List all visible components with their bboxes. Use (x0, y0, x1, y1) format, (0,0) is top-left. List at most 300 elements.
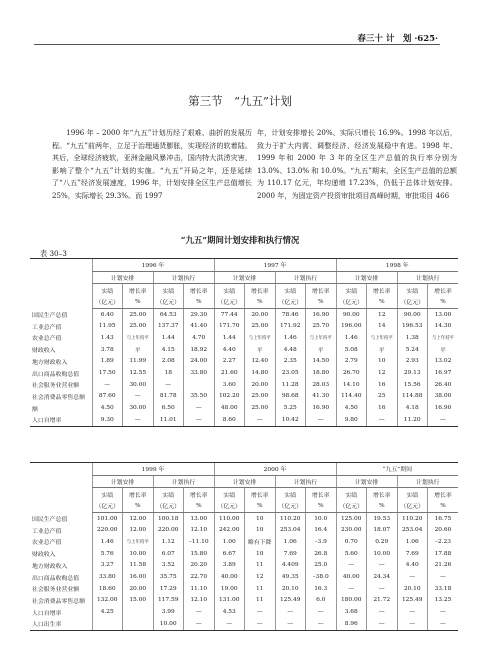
table-cell: 1.06 (275, 536, 306, 548)
row-label: 人口自增率 (30, 414, 92, 426)
row-label: 地方财政收入 (32, 359, 68, 366)
table-cell: 100.18 (153, 512, 184, 524)
table-cell: 4.25 (92, 606, 123, 618)
table-cell: 33.80 (92, 571, 123, 583)
unit-header: （亿元） (214, 296, 245, 308)
table-cell: — (275, 618, 306, 630)
table-cell: — (123, 414, 154, 426)
table-row (30, 402, 458, 414)
table-cell: 5.24 (397, 344, 428, 356)
table-cell: 5.25 (275, 402, 306, 414)
table-cell: 4.50 (92, 402, 123, 414)
table-cell: 18.80 (306, 367, 337, 379)
table-cell: — (397, 618, 428, 630)
table-cell: 16.75 (428, 512, 459, 524)
table-cell: 110.00 (214, 512, 245, 524)
table-cell: 1.12 (153, 536, 184, 548)
table-cell: — (184, 402, 215, 414)
table-cell: 2.08 (153, 356, 184, 368)
unit-header: （亿元） (275, 296, 306, 308)
running-header: 春三十 计 划 ·625· (357, 34, 438, 44)
table-cell (123, 618, 154, 630)
table-cell: — (184, 618, 215, 630)
table-cell: 25.00 (245, 391, 276, 403)
table-cell: 90.00 (336, 308, 367, 320)
table-cell: 114.88 (397, 391, 428, 403)
table-row (30, 344, 458, 356)
table-cell (92, 618, 123, 630)
table-cell: 11.01 (153, 414, 184, 426)
row-label: 国民生产总值 (32, 312, 68, 319)
table-cell: — (123, 391, 154, 403)
table-cell: 110.20 (275, 512, 306, 524)
table-row (30, 512, 458, 524)
table-cell: 253.04 (397, 524, 428, 536)
table-cell: 29.30 (184, 308, 215, 320)
sub-header: 增长率 (184, 488, 215, 500)
sub-header: 实绩 (397, 284, 428, 296)
table-cell: 与上年持平 (123, 332, 154, 344)
table-cell: 11.58 (123, 560, 154, 572)
table-cell: — (428, 606, 459, 618)
table-cell: 13.25 (428, 595, 459, 607)
sub-header: 增长率 (306, 284, 337, 296)
intro-paragraph-left: 1996 年 – 2000 年“九五”计划历经了艰难、曲折的发展历程。“九五”前两年，立足于治理通货膨胀，实现经济的软着陆。其后，全球经济疲软，亚洲金融风暴冲击，国内特大洪涝灾害，影响了整个“九五”计划的实施。“九五”开局之年，还是延续了“八五”经济发展速度，1996 年，计划安排全区生产总值增长 25%，实际增长 29.3%。而 1997 (52, 128, 252, 200)
table-cell: 220.00 (92, 524, 123, 536)
table-cell: 1.44 (153, 332, 184, 344)
table-cell: — (245, 606, 276, 618)
table-cell: 15.00 (123, 595, 154, 607)
unit-header: % (367, 296, 398, 308)
year-header: “九五”期间 (336, 463, 458, 476)
table-cell: 10 (245, 512, 276, 524)
table-cell: 10 (245, 548, 276, 560)
table-cell: 20.20 (184, 560, 215, 572)
table-cell: 16.90 (306, 402, 337, 414)
table-cell: 12.55 (123, 367, 154, 379)
table-cell: 20.10 (275, 583, 306, 595)
row-label: 工业总产值 (32, 324, 62, 331)
table-row (30, 367, 458, 379)
table-cell: 11 (245, 595, 276, 607)
table-cell: 与上年持平 (123, 536, 154, 548)
table-cell: 11.10 (184, 583, 215, 595)
row-label: 出口商品收购总值 (32, 371, 80, 378)
table-cell: 35.75 (153, 571, 184, 583)
section-title: 第三节 “九五”计划 (188, 94, 292, 108)
table-cell: 4.70 (184, 332, 215, 344)
table-row (30, 356, 458, 368)
unit-header: （亿元） (397, 500, 428, 512)
table-cell: 1.89 (92, 356, 123, 368)
table-cell: 16.3 (306, 583, 337, 595)
table-cell: 4.18 (397, 402, 428, 414)
year-header: 1997 年 (214, 259, 336, 272)
table-cell: — (367, 583, 398, 595)
table-cell: 12.00 (123, 512, 154, 524)
table-cell: 15.80 (184, 548, 215, 560)
table-row (30, 560, 458, 572)
table-row (30, 524, 458, 536)
table-cell: 21.26 (428, 560, 459, 572)
table-cell: 14.80 (245, 367, 276, 379)
table-cell: –11.10 (184, 536, 215, 548)
table-cell: 与上年持平 (306, 332, 337, 344)
table-cell: 132.00 (92, 595, 123, 607)
table-row (30, 379, 458, 391)
table-cell: 1.44 (214, 332, 245, 344)
row-label: 人口自增率 (32, 610, 62, 617)
table-cell: 242.00 (214, 524, 245, 536)
table-cell: — (306, 414, 337, 426)
unit-header: （亿元） (153, 296, 184, 308)
table-cell: 26.70 (336, 367, 367, 379)
unit-header: （亿元） (397, 296, 428, 308)
table-cell: 6.0 (306, 595, 337, 607)
table-cell: 与上年持平 (428, 332, 459, 344)
table-cell: 3.27 (92, 560, 123, 572)
table-cell: 137.37 (153, 320, 184, 332)
group-header: 计划安排 (214, 475, 275, 488)
table-row (30, 548, 458, 560)
table-cell: — (336, 560, 367, 572)
table-cell: — (245, 414, 276, 426)
table-cell: 1.46 (92, 536, 123, 548)
year-header: 1996 年 (92, 259, 214, 272)
table-cell: 33.80 (184, 367, 215, 379)
sub-header: 增长率 (428, 488, 459, 500)
table-cell: 4.53 (214, 606, 245, 618)
table-cell: 17.29 (153, 583, 184, 595)
table-cell: 11.95 (92, 320, 123, 332)
table-cell: — (245, 618, 276, 630)
group-header: 计划执行 (275, 271, 336, 284)
row-label: 出口商品收购总值 (32, 575, 80, 582)
table-cell: 35.50 (184, 391, 215, 403)
table-cell: 11 (245, 560, 276, 572)
sub-header: 增长率 (123, 488, 154, 500)
table-cell: 4.50 (336, 402, 367, 414)
table-cell: 17.50 (92, 367, 123, 379)
table-cell: 4.40 (397, 560, 428, 572)
table-cell: 12.00 (123, 524, 154, 536)
table-cell: 6.67 (214, 548, 245, 560)
table-cell: 14.30 (428, 320, 459, 332)
year-header: 1998 年 (336, 259, 458, 272)
table-cell: — (367, 414, 398, 426)
unit-header: % (184, 296, 215, 308)
unit-header: （亿元） (92, 500, 123, 512)
table-cell: 16.4 (306, 524, 337, 536)
unit-header: % (306, 500, 337, 512)
table-cell: 5.08 (336, 344, 367, 356)
unit-header: % (245, 296, 276, 308)
group-header: 计划安排 (92, 271, 153, 284)
table-title: “九五”期间计划安排和执行情况 (180, 235, 300, 245)
table-cell: — (92, 379, 123, 391)
table-cell: 20.00 (245, 379, 276, 391)
sub-header: 实绩 (214, 488, 245, 500)
table-cell: 10 (367, 356, 398, 368)
row-label: 财政收入 (32, 348, 56, 355)
table-cell: –2.23 (428, 536, 459, 548)
table-cell: 13.00 (184, 512, 215, 524)
table-cell: 9.30 (92, 414, 123, 426)
table-cell: — (153, 379, 184, 391)
table-row (30, 571, 458, 583)
table-cell: 18.07 (367, 524, 398, 536)
intro-column-right (257, 127, 457, 203)
table-cell: 与上年持平 (245, 332, 276, 344)
table-cell: 117.59 (153, 595, 184, 607)
table-cell: 64.53 (153, 308, 184, 320)
table-cell: –38.0 (306, 571, 337, 583)
group-header: 计划安排 (92, 475, 153, 488)
group-header: 计划执行 (153, 475, 214, 488)
group-header: 计划安排 (336, 475, 397, 488)
table-cell: 9.80 (336, 414, 367, 426)
table-cell: — (367, 618, 398, 630)
sub-header: 增长率 (428, 284, 459, 296)
table-cell: 12.10 (184, 524, 215, 536)
table-cell: 10.00 (123, 548, 154, 560)
row-label: 农业总产值 (32, 540, 62, 547)
table-cell: 25.70 (306, 320, 337, 332)
table-cell: 16.97 (428, 367, 459, 379)
table-cell: 5.76 (92, 548, 123, 560)
table-cell: 38.00 (428, 391, 459, 403)
table-cell: 2.93 (397, 356, 428, 368)
table-cell: 16 (367, 379, 398, 391)
table-cell: 4.48 (275, 344, 306, 356)
table-cell: 12 (367, 367, 398, 379)
unit-header: % (306, 296, 337, 308)
table-cell: — (306, 618, 337, 630)
unit-header: （亿元） (336, 500, 367, 512)
table-cell: 16.90 (428, 402, 459, 414)
table-cell: 10 (245, 524, 276, 536)
sub-header: 增长率 (123, 284, 154, 296)
table-cell: 1.43 (92, 332, 123, 344)
table-cell: — (428, 618, 459, 630)
table-cell: 30.00 (123, 402, 154, 414)
table-cell: 25.00 (245, 320, 276, 332)
table-cell: — (397, 571, 428, 583)
table-cell: 125.00 (336, 512, 367, 524)
table-cell: 3.89 (214, 560, 245, 572)
sub-header: 实绩 (275, 284, 306, 296)
table-cell: 19.53 (367, 512, 398, 524)
table-cell: 11.20 (397, 414, 428, 426)
table-row (30, 332, 458, 344)
table-cell: 18.60 (92, 583, 123, 595)
table-row (30, 595, 458, 607)
table-cell: 19.00 (214, 583, 245, 595)
table-row (30, 606, 458, 618)
table-cell: 40.00 (336, 571, 367, 583)
table-cell: 196.53 (397, 320, 428, 332)
table-cell: 196.00 (336, 320, 367, 332)
table-cell: 4.15 (153, 344, 184, 356)
table-cell: 33.18 (428, 583, 459, 595)
sub-header: 增长率 (184, 284, 215, 296)
table-cell: — (184, 606, 215, 618)
table-cell: 5.60 (336, 548, 367, 560)
table-cell: 110.20 (397, 512, 428, 524)
row-label: 额 (32, 406, 38, 413)
table-cell: 1.06 (397, 536, 428, 548)
table-cell: 12.10 (184, 595, 215, 607)
table-cell: 12.40 (245, 356, 276, 368)
unit-header: （亿元） (153, 500, 184, 512)
table-cell: 12 (245, 571, 276, 583)
table-cell: 29.13 (397, 367, 428, 379)
sub-header: 实绩 (153, 488, 184, 500)
table-row (30, 308, 458, 320)
table-cell: 2.35 (275, 356, 306, 368)
table-row (30, 618, 458, 630)
sub-header: 实绩 (214, 284, 245, 296)
table-cell: 11.28 (275, 379, 306, 391)
table-cell: 平 (123, 344, 154, 356)
table-cell: 20.00 (123, 583, 154, 595)
table-cell: 14.10 (336, 379, 367, 391)
sub-header: 实绩 (397, 488, 428, 500)
table-cell: 14.50 (306, 356, 337, 368)
table-cell: 87.60 (92, 391, 123, 403)
table-cell: — (336, 583, 367, 595)
table-cell: 20.10 (397, 583, 428, 595)
table-row (30, 583, 458, 595)
table-cell: 6.40 (92, 308, 123, 320)
table-cell: 平 (428, 344, 459, 356)
table-cell: 2.27 (214, 356, 245, 368)
group-header: 计划执行 (397, 475, 458, 488)
table-cell: 4.409 (275, 560, 306, 572)
table-cell: 13.00 (428, 308, 459, 320)
table-cell: — (184, 414, 215, 426)
year-header: 1999 年 (92, 463, 214, 476)
table-cell: 230.00 (336, 524, 367, 536)
table-cell: 23.05 (275, 367, 306, 379)
table-cell: 180.00 (336, 595, 367, 607)
table-cell: 14 (367, 320, 398, 332)
table-cell: 16.90 (306, 308, 337, 320)
table-cell: 21.72 (367, 595, 398, 607)
table-cell: 30.00 (123, 379, 154, 391)
table-cell: 49.35 (275, 571, 306, 583)
table-cell: — (428, 571, 459, 583)
table-cell: 平 (367, 344, 398, 356)
sub-header: 实绩 (336, 284, 367, 296)
sub-header: 实绩 (153, 284, 184, 296)
table-row (30, 414, 458, 426)
unit-header: % (123, 500, 154, 512)
table-cell: 98.68 (275, 391, 306, 403)
group-header: 计划执行 (153, 271, 214, 284)
table-cell: 略有下降 (245, 536, 276, 548)
table-cell: 22.70 (184, 571, 215, 583)
table-cell: 20.00 (245, 308, 276, 320)
table-cell: 24.34 (367, 571, 398, 583)
table-cell: 114.40 (336, 391, 367, 403)
table-cell: 15.56 (397, 379, 428, 391)
table-cell: 125.49 (275, 595, 306, 607)
group-header: 计划执行 (397, 271, 458, 284)
row-label: 工业总产值 (32, 528, 62, 535)
table-cell: 41.30 (306, 391, 337, 403)
table-cell: — (367, 560, 398, 572)
plan-table-1999-2000 (30, 462, 458, 631)
table-cell: 28.03 (306, 379, 337, 391)
table-cell: 77.44 (214, 308, 245, 320)
row-label: 社会服务业营业额 (32, 587, 80, 594)
table-cell: 7.69 (275, 548, 306, 560)
group-header: 计划安排 (214, 271, 275, 284)
table-cell: 48.00 (214, 402, 245, 414)
table-cell: 101.00 (92, 512, 123, 524)
table-cell: 3.60 (214, 379, 245, 391)
table-cell: 102.20 (214, 391, 245, 403)
table-cell: 78.46 (275, 308, 306, 320)
sub-header: 实绩 (92, 488, 123, 500)
unit-header: % (245, 500, 276, 512)
unit-header: % (123, 296, 154, 308)
sub-header: 增长率 (306, 488, 337, 500)
table-cell: 1.00 (214, 536, 245, 548)
table-cell: 2.79 (336, 356, 367, 368)
table-cell: 10.42 (275, 414, 306, 426)
row-label: 财政收入 (32, 552, 56, 559)
table-cell: 16 (367, 402, 398, 414)
plan-table-1996-1998 (30, 258, 458, 427)
table-cell: — (428, 414, 459, 426)
table-cell: 21.60 (214, 367, 245, 379)
table-cell: 6.50 (153, 402, 184, 414)
table-cell: 1.38 (397, 332, 428, 344)
table-cell: 41.40 (184, 320, 215, 332)
table-cell: 0.70 (336, 536, 367, 548)
unit-header: % (428, 500, 459, 512)
row-label: 社会消费品零售总额 (32, 598, 86, 605)
table-cell: 220.00 (153, 524, 184, 536)
unit-header: （亿元） (214, 500, 245, 512)
table-cell: 3.52 (153, 560, 184, 572)
table-row (30, 536, 458, 548)
table-cell: 171.92 (275, 320, 306, 332)
table-cell (123, 606, 154, 618)
table-cell: 11 (245, 583, 276, 595)
table-cell: 131.00 (214, 595, 245, 607)
table-cell: — (397, 606, 428, 618)
table-cell: 3.78 (92, 344, 123, 356)
table-cell: 8.96 (336, 618, 367, 630)
table-cell: 18 (153, 367, 184, 379)
sub-header: 增长率 (245, 488, 276, 500)
row-label: 农业总产值 (32, 336, 62, 343)
table-row (30, 320, 458, 332)
corner-cell (30, 463, 92, 513)
table-label: 表 30–3 (40, 249, 67, 258)
table-cell: 8.60 (214, 414, 245, 426)
table-cell: 90.00 (397, 308, 428, 320)
unit-header: % (184, 500, 215, 512)
table-cell: 3.68 (336, 606, 367, 618)
table-cell: 16.00 (123, 571, 154, 583)
sub-header: 增长率 (245, 284, 276, 296)
sub-header: 实绩 (336, 488, 367, 500)
row-label: 社会服务业营业额 (32, 383, 80, 390)
